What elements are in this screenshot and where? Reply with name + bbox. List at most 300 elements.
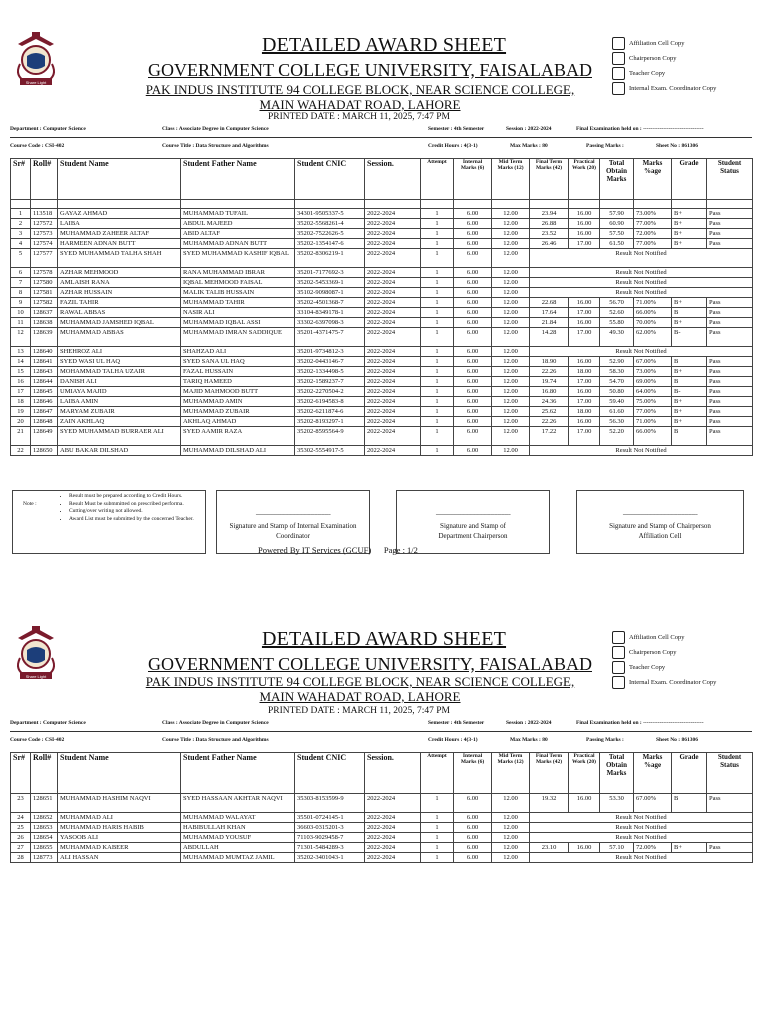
cell-pct: 70.00% [634,318,672,328]
cell-status: Pass [707,417,753,427]
table-row [11,446,753,456]
cell-cnic: 33104-8349178-1 [295,308,365,318]
cell-practical: 16.00 [569,318,600,328]
cell-internal: 6.00 [454,249,492,268]
passing-marks-field: Passing Marks : [586,143,624,149]
cell-attempt: 1 [421,387,454,397]
cell-roll: 128651 [31,794,58,813]
checkbox-teacher-copy[interactable] [612,66,762,81]
column-header: Sr# [11,159,31,200]
cell-attempt: 1 [421,397,454,407]
cell-session: 2022-2024 [365,219,421,229]
cell-sr: 7 [11,278,31,288]
column-header: Student CNIC [295,159,365,200]
powered-by-text: Powered By IT Services (GCUF) [258,545,372,555]
cell-name: FAZIL TAHIR [58,298,181,308]
cell-total: 61.60 [600,407,634,417]
checkbox-box[interactable] [612,52,625,65]
cell-final: 22.26 [530,367,569,377]
course-info-row-2 [10,737,750,747]
column-header: Student Father Name [181,753,295,794]
cell-attempt: 1 [421,417,454,427]
cell-practical: 16.00 [569,298,600,308]
department-field: Department : Computer Science [10,126,86,132]
cell-status: Pass [707,397,753,407]
cell-cnic: 36603-0315201-3 [295,823,365,833]
final-exam-field: Final Examination held on : --------------------------------- [576,126,704,132]
checkbox-box[interactable] [612,82,625,95]
cell-internal: 6.00 [454,813,492,823]
cell-roll: 128652 [31,813,58,823]
table-row [11,407,753,417]
cell-cnic: 35202-3401043-1 [295,853,365,863]
cell-final: 26.88 [530,219,569,229]
column-header: Student CNIC [295,753,365,794]
cell-session: 2022-2024 [365,209,421,219]
cell-pct: 64.00% [634,387,672,397]
cell-pct: 72.00% [634,229,672,239]
award-sheet-page-2 [0,610,768,1024]
cell-status: Pass [707,209,753,219]
cell-total: 55.80 [600,318,634,328]
cell-attempt: 1 [421,823,454,833]
cell-grade: B+ [672,367,707,377]
institute-address: PAK INDUS INSTITUTE 94 COLLEGE BLOCK, NEAR SCIENCE COLLEGE, MAIN WAHADAT ROAD, LAHORE [145,82,575,112]
table-row [11,417,753,427]
semester-field: Semester : 4th Semester [428,126,485,132]
cell-practical: 16.00 [569,794,600,813]
cell-final: 23.52 [530,229,569,239]
cell-roll: 127578 [31,268,58,278]
cell-sr: 18 [11,397,31,407]
cell-sr: 24 [11,813,31,823]
cell-roll: 128649 [31,427,58,446]
checkbox-label: Teacher Copy [629,664,666,671]
cell-session: 2022-2024 [365,417,421,427]
cell-name: AZHAR MEHMOOD [58,268,181,278]
cell-father: MUHAMMAD TUFAIL [181,209,295,219]
cell-practical: 16.00 [569,387,600,397]
table-row [11,347,753,357]
column-header: Final Term Marks (42) [530,753,569,794]
cell-attempt: 1 [421,853,454,863]
marks-table [10,158,753,456]
university-name: GOVERNMENT COLLEGE UNIVERSITY, FAISALABAD [148,654,592,674]
svg-text:Share Light: Share Light [25,80,47,85]
printed-date: PRINTED DATE : MARCH 11, 2025, 7:47 PM [267,706,450,716]
cell-pct: 77.00% [634,219,672,229]
cell-practical: 17.00 [569,427,600,446]
cell-roll: 128648 [31,417,58,427]
cell-attempt: 1 [421,407,454,417]
cell-sr: 12 [11,328,31,347]
cell-internal: 6.00 [454,229,492,239]
cell-practical: 17.00 [569,308,600,318]
cell-father: MAJID MAHMOOD BUTT [181,387,295,397]
cell-pct: 71.00% [634,417,672,427]
cell-internal: 6.00 [454,298,492,308]
table-row [11,318,753,328]
cell-cnic: 35202-1589237-7 [295,377,365,387]
checkbox-internal-exam-coordinator-copy[interactable] [612,81,762,96]
table-row [11,229,753,239]
cell-cnic: 34301-9505337-5 [295,209,365,219]
cell-practical: 16.00 [569,209,600,219]
cell-mid: 12.00 [492,229,530,239]
cell-session: 2022-2024 [365,318,421,328]
cell-father: MUHAMMAD ZUBAIR [181,407,295,417]
cell-internal: 6.00 [454,367,492,377]
cell-practical: 16.00 [569,219,600,229]
checkbox-affiliation-cell-copy[interactable] [612,630,762,645]
cell-father: SYED AAMIR RAZA [181,427,295,446]
cell-cnic: 35201-9734812-3 [295,347,365,357]
cell-cnic: 71301-5484289-3 [295,843,365,853]
cell-final: 14.28 [530,328,569,347]
cell-result-not-notified: Result Not Notified [530,446,753,456]
cell-mid: 12.00 [492,377,530,387]
cell-attempt: 1 [421,239,454,249]
cell-practical: 17.00 [569,397,600,407]
cell-cnic: 35201-7177692-3 [295,268,365,278]
cell-sr: 21 [11,427,31,446]
cell-session: 2022-2024 [365,794,421,813]
cell-mid: 12.00 [492,288,530,298]
cell-internal: 6.00 [454,794,492,813]
cell-roll: 127573 [31,229,58,239]
cell-mid: 12.00 [492,328,530,347]
cell-grade: B- [672,328,707,347]
cell-final: 19.32 [530,794,569,813]
checkbox-box[interactable] [612,676,625,689]
cell-mid: 12.00 [492,417,530,427]
signature-box-department-chairperson [396,490,550,554]
cell-status: Pass [707,387,753,397]
cell-internal: 6.00 [454,357,492,367]
cell-cnic: 35202-1334498-5 [295,367,365,377]
cell-session: 2022-2024 [365,268,421,278]
cell-grade: B+ [672,397,707,407]
cell-name: MUHAMMAD HARIS HABIB [58,823,181,833]
cell-practical: 16.00 [569,229,600,239]
cell-sr: 25 [11,823,31,833]
table-cell [672,200,707,209]
credit-hours-field: Credit Hours : 4(3-1) [428,737,478,743]
cell-total: 52.20 [600,427,634,446]
cell-sr: 17 [11,387,31,397]
cell-status: Pass [707,427,753,446]
cell-session: 2022-2024 [365,823,421,833]
sheet-no-field: Sheet No : 861306 [656,737,699,743]
cell-session: 2022-2024 [365,407,421,417]
cell-session: 2022-2024 [365,278,421,288]
checkbox-box[interactable] [612,67,625,80]
cell-internal: 6.00 [454,823,492,833]
page-footer [258,545,418,555]
cell-session: 2022-2024 [365,367,421,377]
cell-total: 59.40 [600,397,634,407]
cell-grade: B+ [672,229,707,239]
table-row [11,239,753,249]
cell-session: 2022-2024 [365,813,421,823]
cell-session: 2022-2024 [365,853,421,863]
marks-table [10,752,753,863]
cell-session: 2022-2024 [365,308,421,318]
cell-attempt: 1 [421,813,454,823]
table-row [11,357,753,367]
cell-total: 57.50 [600,229,634,239]
passing-marks-field: Passing Marks : [586,737,624,743]
signature-box-affiliation-cell [576,490,744,554]
cell-father: HABIBULLAH KHAN [181,823,295,833]
cell-total: 60.90 [600,219,634,229]
table-row [11,328,753,347]
column-header: Marks %age [634,159,672,200]
cell-status: Pass [707,229,753,239]
cell-practical: 17.00 [569,328,600,347]
cell-cnic: 35302-5554917-5 [295,446,365,456]
cell-mid: 12.00 [492,278,530,288]
class-field: Class : Associate Degree in Computer Science [162,126,269,132]
cell-total: 58.30 [600,367,634,377]
cell-sr: 26 [11,833,31,843]
cell-session: 2022-2024 [365,328,421,347]
cell-total: 56.30 [600,417,634,427]
cell-attempt: 1 [421,219,454,229]
table-cell [295,200,365,209]
checkbox-label: Chairperson Copy [629,55,677,62]
column-header: Mid Term Marks (12) [492,753,530,794]
cell-name: MUHAMMAD HASHIM NAQVI [58,794,181,813]
cell-name: MARYAM ZUBAIR [58,407,181,417]
cell-father: FAZAL HUSSAIN [181,367,295,377]
cell-name: MUHAMMAD ZAHEER ALTAF [58,229,181,239]
cell-grade: B+ [672,417,707,427]
credit-hours-field: Credit Hours : 4(3-1) [428,143,478,149]
cell-mid: 12.00 [492,853,530,863]
cell-status: Pass [707,308,753,318]
cell-grade: B- [672,387,707,397]
cell-sr: 10 [11,308,31,318]
signature-label: Signature and Stamp of Internal Examination Coordinator [229,522,357,540]
cell-grade: B [672,308,707,318]
cell-session: 2022-2024 [365,446,421,456]
cell-grade: B+ [672,843,707,853]
cell-father: ABID ALTAF [181,229,295,239]
cell-attempt: 1 [421,328,454,347]
cell-attempt: 1 [421,278,454,288]
cell-sr: 1 [11,209,31,219]
cell-session: 2022-2024 [365,427,421,446]
cell-name: SHEHROZ ALI [58,347,181,357]
divider [10,731,752,732]
checkbox-teacher-copy[interactable] [612,660,762,675]
column-header: Total Obtain Marks [600,753,634,794]
cell-practical: 17.00 [569,377,600,387]
cell-final: 22.68 [530,298,569,308]
column-header: Practical Work (20) [569,159,600,200]
table-row [11,843,753,853]
cell-result-not-notified: Result Not Notified [530,813,753,823]
cell-mid: 12.00 [492,347,530,357]
cell-roll: 128655 [31,843,58,853]
cell-roll: 127582 [31,298,58,308]
cell-internal: 6.00 [454,377,492,387]
university-name: GOVERNMENT COLLEGE UNIVERSITY, FAISALABAD [148,60,592,80]
cell-roll: 127572 [31,219,58,229]
table-row [11,278,753,288]
table-row [11,823,753,833]
cell-grade: B [672,357,707,367]
cell-name: ALI HASSAN [58,853,181,863]
cell-roll: 127580 [31,278,58,288]
cell-status: Pass [707,219,753,229]
cell-cnic: 35202-5453369-1 [295,278,365,288]
cell-total: 49.30 [600,328,634,347]
checkbox-box[interactable] [612,37,625,50]
cell-attempt: 1 [421,249,454,268]
signature-label: Signature and Stamp of Department Chairperson [438,522,508,540]
column-header: Attempt [421,753,454,794]
cell-roll: 113518 [31,209,58,219]
cell-mid: 12.00 [492,249,530,268]
cell-status: Pass [707,298,753,308]
cell-session: 2022-2024 [365,357,421,367]
cell-final: 18.90 [530,357,569,367]
cell-cnic: 35202-1354147-6 [295,239,365,249]
cell-result-not-notified: Result Not Notified [530,347,753,357]
column-header: Roll# [31,159,58,200]
cell-internal: 6.00 [454,328,492,347]
cell-internal: 6.00 [454,853,492,863]
table-cell [58,200,181,209]
checkbox-label: Affiliation Cell Copy [629,40,685,47]
cell-practical: 16.00 [569,417,600,427]
cell-internal: 6.00 [454,843,492,853]
cell-result-not-notified: Result Not Notified [530,278,753,288]
cell-name: DANISH ALI [58,377,181,387]
cell-sr: 27 [11,843,31,853]
class-field: Class : Associate Degree in Computer Science [162,720,269,726]
cell-internal: 6.00 [454,239,492,249]
cell-mid: 12.00 [492,813,530,823]
cell-total: 52.60 [600,308,634,318]
checkbox-label: Chairperson Copy [629,649,677,656]
cell-cnic: 35303-8153599-9 [295,794,365,813]
table-spacer-row [11,200,753,209]
cell-attempt: 1 [421,446,454,456]
cell-total: 54.70 [600,377,634,387]
column-header: Practical Work (20) [569,753,600,794]
table-row [11,397,753,407]
cell-sr: 20 [11,417,31,427]
cell-name: LAIBA AMIN [58,397,181,407]
table-row [11,209,753,219]
cell-grade: B+ [672,219,707,229]
cell-father: MUHAMMAD DILSHAD ALI [181,446,295,456]
cell-cnic: 35202-2270504-2 [295,387,365,397]
table-row [11,367,753,377]
cell-mid: 12.00 [492,357,530,367]
cell-cnic: 35102-9098087-1 [295,288,365,298]
cell-cnic: 71103-9029458-7 [295,833,365,843]
cell-pct: 72.00% [634,843,672,853]
cell-cnic: 35501-0724145-1 [295,813,365,823]
cell-name: MUHAMMAD ABBAS [58,328,181,347]
checkbox-label: Internal Exam. Coordinator Copy [629,679,717,686]
course-title-field: Course Title : Data Structure and Algorithms [162,143,269,149]
cell-cnic: 35202-8306219-1 [295,249,365,268]
cell-sr: 22 [11,446,31,456]
column-header: Mid Term Marks (12) [492,159,530,200]
table-cell [569,200,600,209]
department-field: Department : Computer Science [10,720,86,726]
cell-result-not-notified: Result Not Notified [530,853,753,863]
note-box [12,490,206,554]
checkbox-chairperson-copy[interactable] [612,645,762,660]
checkbox-box[interactable] [612,631,625,644]
cell-grade: B+ [672,318,707,328]
cell-mid: 12.00 [492,397,530,407]
cell-mid: 12.00 [492,794,530,813]
table-row [11,308,753,318]
signature-line: ---------------------------------------------------------------- [622,513,698,518]
table-row [11,298,753,308]
cell-status: Pass [707,357,753,367]
cell-mid: 12.00 [492,843,530,853]
cell-sr: 5 [11,249,31,268]
checkbox-box[interactable] [612,646,625,659]
cell-final: 21.84 [530,318,569,328]
cell-status: Pass [707,367,753,377]
table-row [11,377,753,387]
cell-roll: 127581 [31,288,58,298]
cell-total: 53.30 [600,794,634,813]
checkbox-box[interactable] [612,661,625,674]
cell-final: 23.94 [530,209,569,219]
cell-sr: 2 [11,219,31,229]
cell-father: MUHAMMAD WALAYAT [181,813,295,823]
svg-text:Share Light: Share Light [25,674,47,679]
cell-sr: 13 [11,347,31,357]
cell-grade: B [672,794,707,813]
cell-session: 2022-2024 [365,249,421,268]
checkbox-affiliation-cell-copy[interactable] [612,36,762,51]
cell-grade: B [672,377,707,387]
cell-sr: 4 [11,239,31,249]
cell-session: 2022-2024 [365,298,421,308]
cell-sr: 9 [11,298,31,308]
cell-result-not-notified: Result Not Notified [530,249,753,268]
table-cell [31,200,58,209]
cell-session: 2022-2024 [365,288,421,298]
column-header: Total Obtain Marks [600,159,634,200]
cell-final: 25.62 [530,407,569,417]
cell-roll: 128773 [31,853,58,863]
cell-sr: 3 [11,229,31,239]
cell-mid: 12.00 [492,239,530,249]
cell-roll: 127574 [31,239,58,249]
note-item: • Result must be prepared according to Credit Hours. [69,493,194,501]
cell-roll: 128640 [31,347,58,357]
cell-father: ABDULLAH [181,843,295,853]
checkbox-internal-exam-coordinator-copy[interactable] [612,675,762,690]
cell-pct: 66.00% [634,427,672,446]
cell-result-not-notified: Result Not Notified [530,288,753,298]
column-header: Student Status [707,753,753,794]
cell-internal: 6.00 [454,268,492,278]
checkbox-chairperson-copy[interactable] [612,51,762,66]
